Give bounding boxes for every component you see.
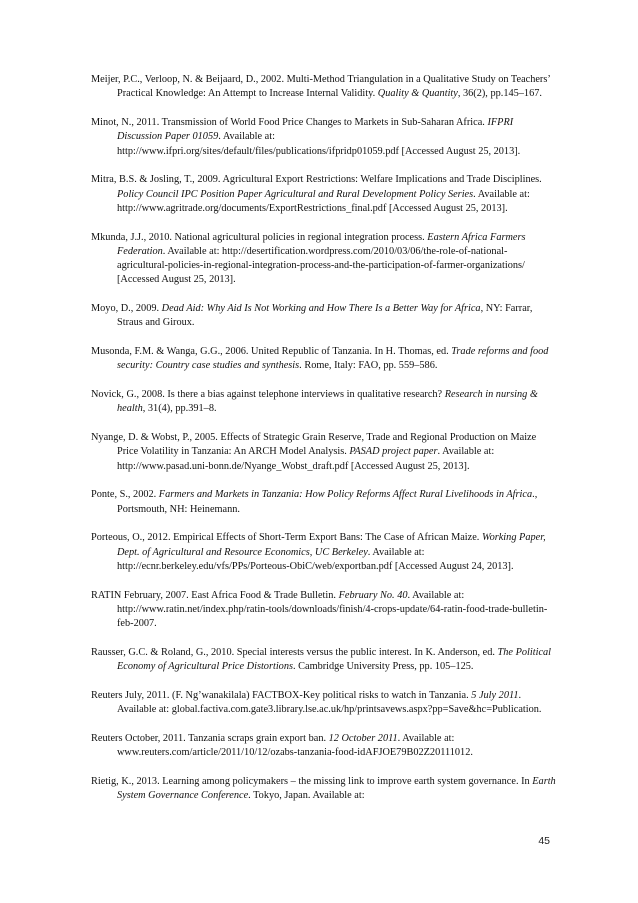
reference-title: Policy Council IPC Position Paper Agricultural and Rural Development Policy Series xyxy=(117,188,474,200)
reference-text: Reuters October, 2011. Tanzania scraps grain export ban. xyxy=(91,732,329,744)
reference-title: Research in nursing & health xyxy=(117,389,538,415)
reference-title: Quality & Quantity xyxy=(377,88,458,100)
reference-text: . Available at: http://www.ifpri.org/sites/default/files/publications/ifpridp01059.pdf [Accessed August 25, 2013]. xyxy=(117,131,521,157)
reference-text: , 36(2), pp.145–167. xyxy=(457,88,542,100)
reference-text: ., Portsmouth, NH: Heinemann. xyxy=(117,489,538,515)
reference-title: Dead Aid: Why Aid Is Not Working and How There Is a Better Way for Africa xyxy=(161,303,481,315)
reference-text: Musonda, F.M. & Wanga, G.G., 2006. United Republic of Tanzania. In H. Thomas, ed. xyxy=(91,346,452,358)
reference-text: . Available at: www.reuters.com/article/2011/10/12/ozabs-tanzania-food-idAFJOE79B02Z20111012. xyxy=(117,732,473,759)
reference-text: . Rome, Italy: FAO, pp. 559–586. xyxy=(299,360,438,372)
reference-text: . Available at: http://desertification.wordpress.com/2010/03/06/the-role-of-national-agricultural-policies-in-regional-integration-process-and-the-participation-of-farmer-organizations/ [Accessed August 25, 2013]. xyxy=(117,245,525,286)
reference-text: Minot, N., 2011. Transmission of World Food Price Changes to Markets in Sub-Saharan Africa. xyxy=(91,116,488,128)
reference-entry xyxy=(91,431,556,474)
reference-entry xyxy=(91,231,556,288)
reference-title: 5 July 2011 xyxy=(471,689,519,701)
reference-text: Novick, G., 2008. Is there a bias against telephone interviews in qualitative research? xyxy=(91,389,445,401)
reference-entry xyxy=(91,73,556,102)
reference-title: February No. 40 xyxy=(338,589,408,601)
page-number: 45 xyxy=(538,835,550,847)
reference-entry xyxy=(91,116,556,159)
reference-entry xyxy=(91,488,556,517)
reference-text: . Available at: global.factiva.com.gate3.library.lse.ac.uk/hp/printsavews.aspx?pp=Save&hc=Publication. xyxy=(117,689,542,716)
reference-text: Moyo, D., 2009. xyxy=(91,303,162,315)
reference-entry xyxy=(91,689,556,718)
reference-entry xyxy=(91,646,556,675)
reference-text: Mkunda, J.J., 2010. National agricultural policies in regional integration process. xyxy=(91,231,428,243)
reference-text: Porteous, O., 2012. Empirical Effects of Short-Term Export Bans: The Case of African Maize. xyxy=(91,532,482,544)
reference-entry xyxy=(91,388,556,417)
reference-entry xyxy=(91,732,556,761)
reference-text: . Cambridge University Press, pp. 105–125. xyxy=(293,661,474,673)
reference-text: Ponte, S., 2002. xyxy=(91,489,159,501)
reference-title: Trade reforms and food security: Country case studies and synthesis xyxy=(117,346,549,372)
reference-entry xyxy=(91,345,556,374)
reference-text: . Tokyo, Japan. Available at: xyxy=(248,790,365,802)
reference-text: . Available at: http://www.ratin.net/index.php/ratin-tools/downloads/finish/4-crops-update/64-ratin-food-trade-bulletin-feb-2007. xyxy=(117,589,548,630)
reference-text: . Available at: http://www.pasad.uni-bonn.de/Nyange_Wobst_draft.pdf [Accessed August 25, 2013]. xyxy=(117,446,495,472)
reference-entry xyxy=(91,173,556,216)
reference-text: RATIN February, 2007. East Africa Food & Trade Bulletin. xyxy=(91,589,339,601)
reference-entry xyxy=(91,775,556,804)
reference-title: Eastern Africa Farmers Federation xyxy=(117,231,526,257)
reference-title: Farmers and Markets in Tanzania: How Policy Reforms Affect Rural Livelihoods in Africa xyxy=(158,489,533,501)
reference-title: The Political Economy of Agricultural Price Distortions xyxy=(117,646,552,673)
reference-title: PASAD project paper xyxy=(349,446,438,458)
reference-entry xyxy=(91,589,556,632)
reference-text: Mitra, B.S. & Josling, T., 2009. Agricultural Export Restrictions: Welfare Implications and Trade Disciplines. xyxy=(91,174,542,186)
reference-text: Rietig, K., 2013. Learning among policymakers – the missing link to improve earth system governance. In xyxy=(91,775,533,787)
reference-text: Reuters July, 2011. (F. Ng’wanakilala) FACTBOX-Key political risks to watch in Tanzania. xyxy=(91,689,472,701)
reference-text: Nyange, D. & Wobst, P., 2005. Effects of Strategic Grain Reserve, Trade and Regional Production on Maize Price Volatility in Tanzania: An ARCH Model Analysis. xyxy=(91,432,537,458)
reference-text: Meijer, P.C., Verloop, N. & Beijaard, D., 2002. Multi-Method Triangulation in a Qualitative Study on Teachers’ Practical Knowledge: An Attempt to Increase Internal Validity. xyxy=(91,74,551,100)
reference-text: . Available at: http://ecnr.berkeley.edu/vfs/PPs/Porteous-ObiC/web/exportban.pdf [Accessed August 24, 2013]. xyxy=(117,546,514,572)
reference-entry xyxy=(91,531,556,574)
reference-title: Working Paper, Dept. of Agricultural and Resource Economics, UC Berkeley xyxy=(117,532,546,558)
reference-text: , NY: Farrar, Straus and Giroux. xyxy=(117,303,533,329)
reference-text: . Available at: http://www.agritrade.org/documents/ExportRestrictions_final.pdf [Accessed August 25, 2013]. xyxy=(117,188,530,214)
reference-title: IFPRI Discussion Paper 01059 xyxy=(117,116,514,143)
reference-text: , 31(4), pp.391–8. xyxy=(142,403,217,415)
reference-list xyxy=(91,73,556,818)
reference-text: Rausser, G.C. & Roland, G., 2010. Special interests versus the public interest. In K. Anderson, ed. xyxy=(91,646,498,658)
reference-title: Earth System Governance Conference xyxy=(117,775,556,802)
reference-title: 12 October 2011 xyxy=(328,732,398,744)
reference-entry xyxy=(91,302,556,331)
